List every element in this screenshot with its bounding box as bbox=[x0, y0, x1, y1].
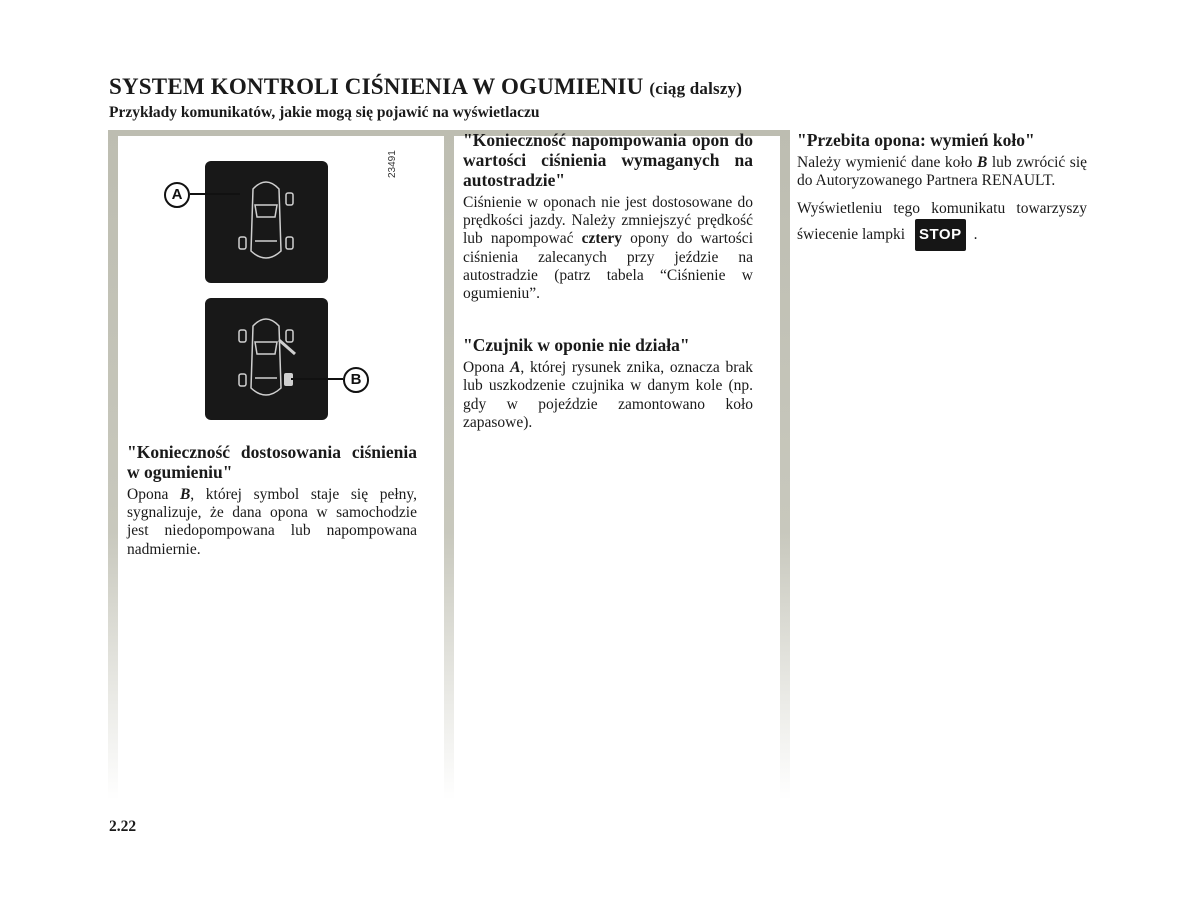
title-suffix: (ciąg dalszy) bbox=[649, 79, 743, 98]
page-title bbox=[109, 74, 742, 100]
tire-b-ref: B bbox=[976, 154, 988, 171]
column-rule-left bbox=[108, 130, 118, 800]
figure-reference-number: 23491 bbox=[387, 150, 398, 178]
heading-highway-inflate: "Konieczność napompowania opon do wartości ciśnienia wymaganych na autostradzie" bbox=[463, 130, 753, 190]
display-panel-pressure-adjust bbox=[205, 298, 328, 420]
heading-sensor-fault: "Czujnik w oponie nie działa" bbox=[463, 335, 690, 356]
heading-pressure-adjust: "Konieczność dostosowania ciśnienia w ogumieniu" bbox=[127, 442, 417, 482]
paragraph-puncture: Należy wymienić dane koło B lub zwrócić się do Autoryzowanego Partnera RENAULT. bbox=[797, 154, 1088, 190]
page-subtitle: Przykłady komunikatów, jakie mogą się pojawić na wyświetlaczu bbox=[109, 104, 540, 121]
column-rule-middle bbox=[444, 130, 454, 800]
stop-warning-icon: STOP bbox=[915, 219, 966, 251]
callout-b-label: B bbox=[343, 367, 369, 393]
column-rule-right bbox=[780, 130, 790, 800]
callout-b-leader bbox=[291, 378, 343, 380]
tire-b-ref: B bbox=[179, 486, 191, 503]
callout-a-leader bbox=[190, 193, 240, 195]
title-main: SYSTEM KONTROLI CIŚNIENIA W OGUMIENIU bbox=[109, 74, 644, 99]
tire-a-ref: A bbox=[510, 359, 521, 377]
display-panel-sensor-missing bbox=[205, 161, 328, 283]
car-tires-icon bbox=[205, 161, 328, 283]
callout-a-label: A bbox=[164, 182, 190, 208]
tire-display-figure bbox=[150, 148, 420, 430]
column-right bbox=[797, 130, 1087, 251]
column-middle bbox=[463, 130, 753, 432]
car-tires-icon bbox=[205, 298, 328, 420]
paragraph-pressure-adjust: Opona B, której symbol staje się pełny, sygnalizuje, że dana opona w samochodzie jest niedopompowana lub napompowana nadmiernie. bbox=[127, 486, 417, 558]
paragraph-highway-inflate: Ciśnienie w oponach nie jest dostosowane do prędkości jazdy. Należy zmniejszyć prędkość lub napompować cztery opony do wartości ciśnienia zalecanych przy jeździe na autostradzie (patrz tabela “Ciśnienie w ogumieniu”. bbox=[463, 194, 753, 303]
bold-four: cztery bbox=[581, 230, 623, 248]
page-number: 2.22 bbox=[109, 818, 137, 835]
column-left bbox=[127, 442, 417, 559]
heading-puncture: "Przebita opona: wymień koło" bbox=[797, 130, 1035, 150]
paragraph-sensor-fault: Opona A, której rysunek znika, oznacza brak lub uszkodzenie czujnika w danym kole (np. gdy w pojeździe zamontowano koło zapasowe). bbox=[463, 359, 754, 431]
paragraph-stop-lamp: Wyświetleniu tego komunikatu towarzyszy świecenie lampki STOP . bbox=[797, 200, 1087, 250]
